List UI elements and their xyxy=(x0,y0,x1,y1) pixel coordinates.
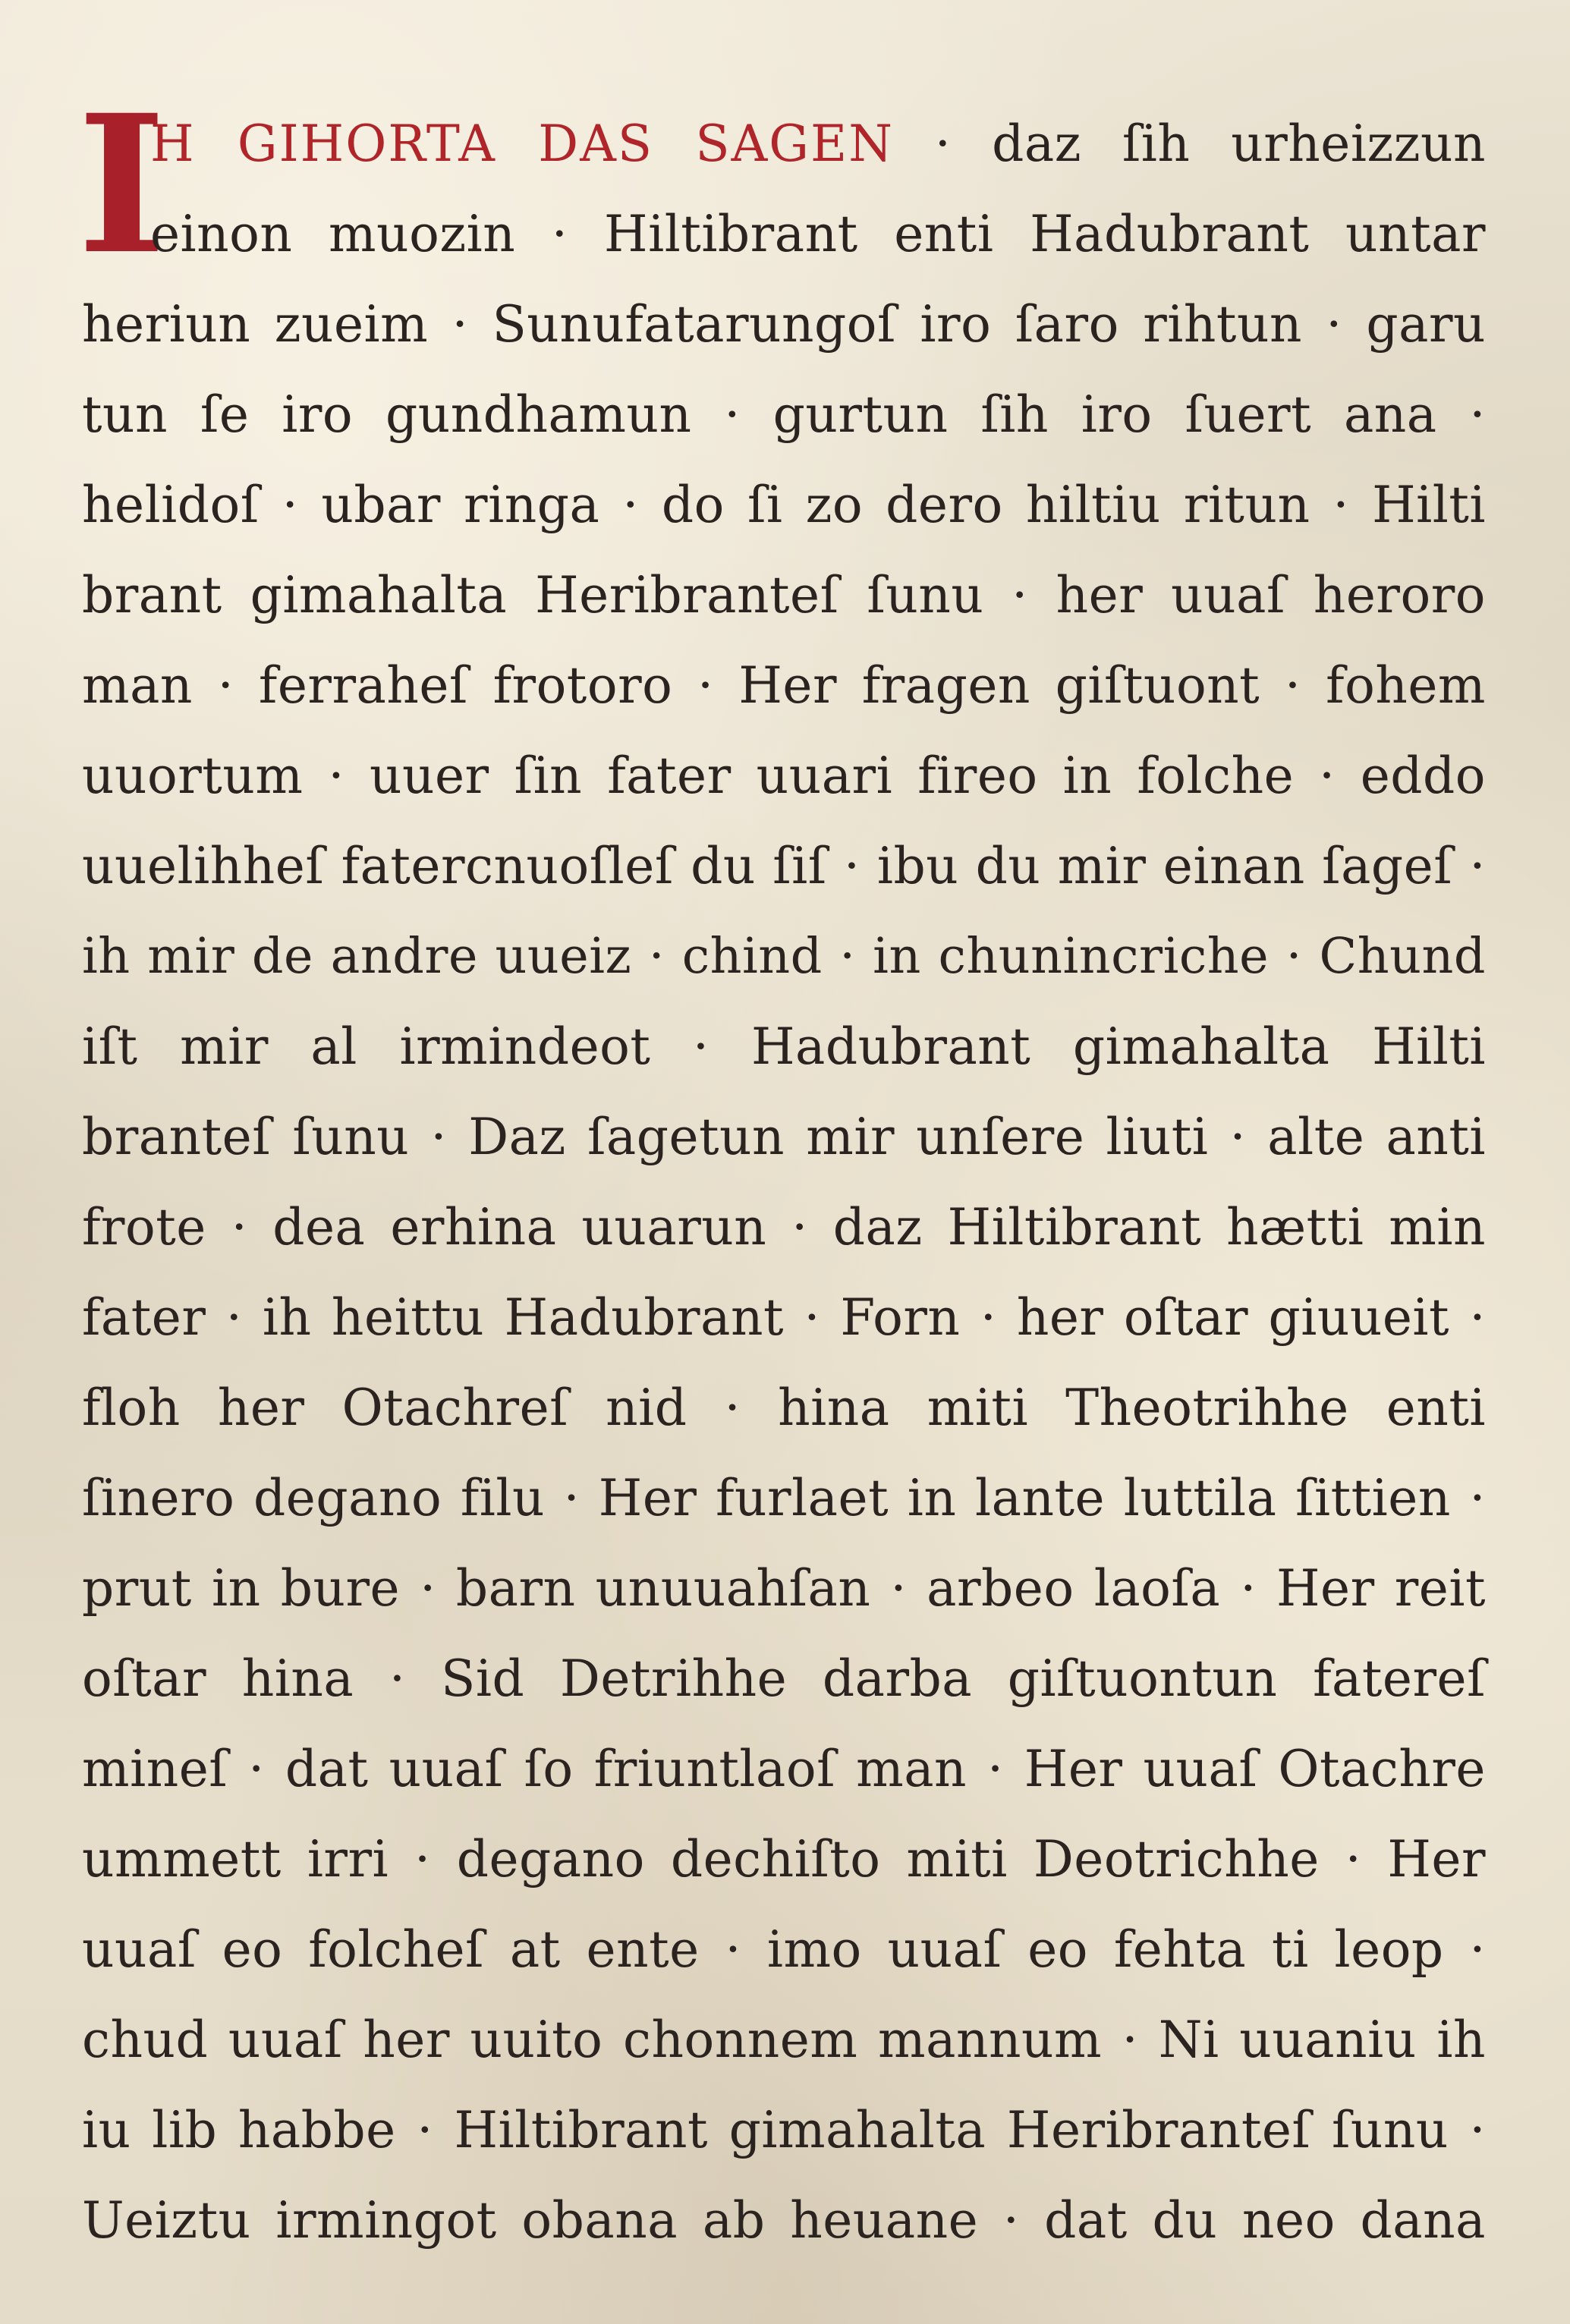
text-line: brant gimahalta Heribranteſ ſunu · her uuaſ heroro xyxy=(82,566,1486,624)
text-line: iſt mir al irmindeot · Hadubrant gimahalta Hilti xyxy=(82,1017,1486,1076)
text-line: Ueiztu irmingot obana ab heuane · dat du neo dana xyxy=(82,2191,1486,2250)
text-line: branteſ ſunu · Daz ſagetun mir unſere liuti · alte anti xyxy=(82,1108,1486,1166)
text-line: uuaſ eo folcheſ at ente · imo uuaſ eo fehta ti leop · xyxy=(82,1920,1486,1979)
text-line: uuelihheſ fatercnuoſleſ du ſiſ · ibu du mir einan ſageſ · xyxy=(82,837,1486,895)
text-line: mineſ · dat uuaſ ſo friuntlaoſ man · Her uuaſ Otachre xyxy=(82,1740,1486,1798)
text-line: ummett irri · degano dechiſto miti Deotrichhe · Her xyxy=(82,1830,1486,1888)
text-line: floh her Otachreſ nid · hina miti Theotrihhe enti xyxy=(82,1379,1486,1437)
text-line: chud uuaſ her uuito chonnem mannum · Ni uuaniu ih xyxy=(82,2011,1486,2069)
text-line: prut in bure · barn unuuahſan · arbeo laoſa · Her reit xyxy=(82,1559,1486,1618)
text-line: einon muozin · Hiltibrant enti Hadubrant untar xyxy=(150,205,1486,263)
text-line: frote · dea erhina uuarun · daz Hiltibrant hætti min xyxy=(82,1198,1486,1256)
text-line: fater · ih heittu Hadubrant · Forn · her oſtar giuueit · xyxy=(82,1288,1486,1347)
text-line: tun ſe iro gundhamun · gurtun ſih iro ſuert ana · xyxy=(82,385,1486,444)
text-line: ih mir de andre uueiz · chind · in chunincriche · Chund xyxy=(82,928,1486,985)
text-line: helidoſ · ubar ringa · do ſi zo dero hiltiu ritun · Hilti xyxy=(82,476,1486,534)
incipit: H GIHORTA DAS SAGEN xyxy=(150,115,894,173)
decorated-initial: I xyxy=(77,73,166,296)
text-line: uuortum · uuer ſin fater uuari fireo in folche · eddo xyxy=(82,747,1486,805)
text-line: oſtar hina · Sid Detrihhe darba giſtuontun fatereſ xyxy=(82,1649,1486,1708)
text-line: heriun zueim · Sunufatarungoſ iro ſaro rihtun · garu xyxy=(82,295,1486,354)
text-line: ſinero degano filu · Her furlaet in lante luttila ſittien · xyxy=(82,1469,1486,1527)
text-line: iu lib habbe · Hiltibrant gimahalta Heribranteſ ſunu · xyxy=(82,2101,1486,2159)
text-line xyxy=(82,99,1486,189)
line-text: · daz ſih urheizzun xyxy=(934,115,1487,173)
text-line: man · ferraheſ frotoro · Her fragen giſtuont · fohem xyxy=(82,656,1486,715)
poem-text xyxy=(82,99,1486,2266)
